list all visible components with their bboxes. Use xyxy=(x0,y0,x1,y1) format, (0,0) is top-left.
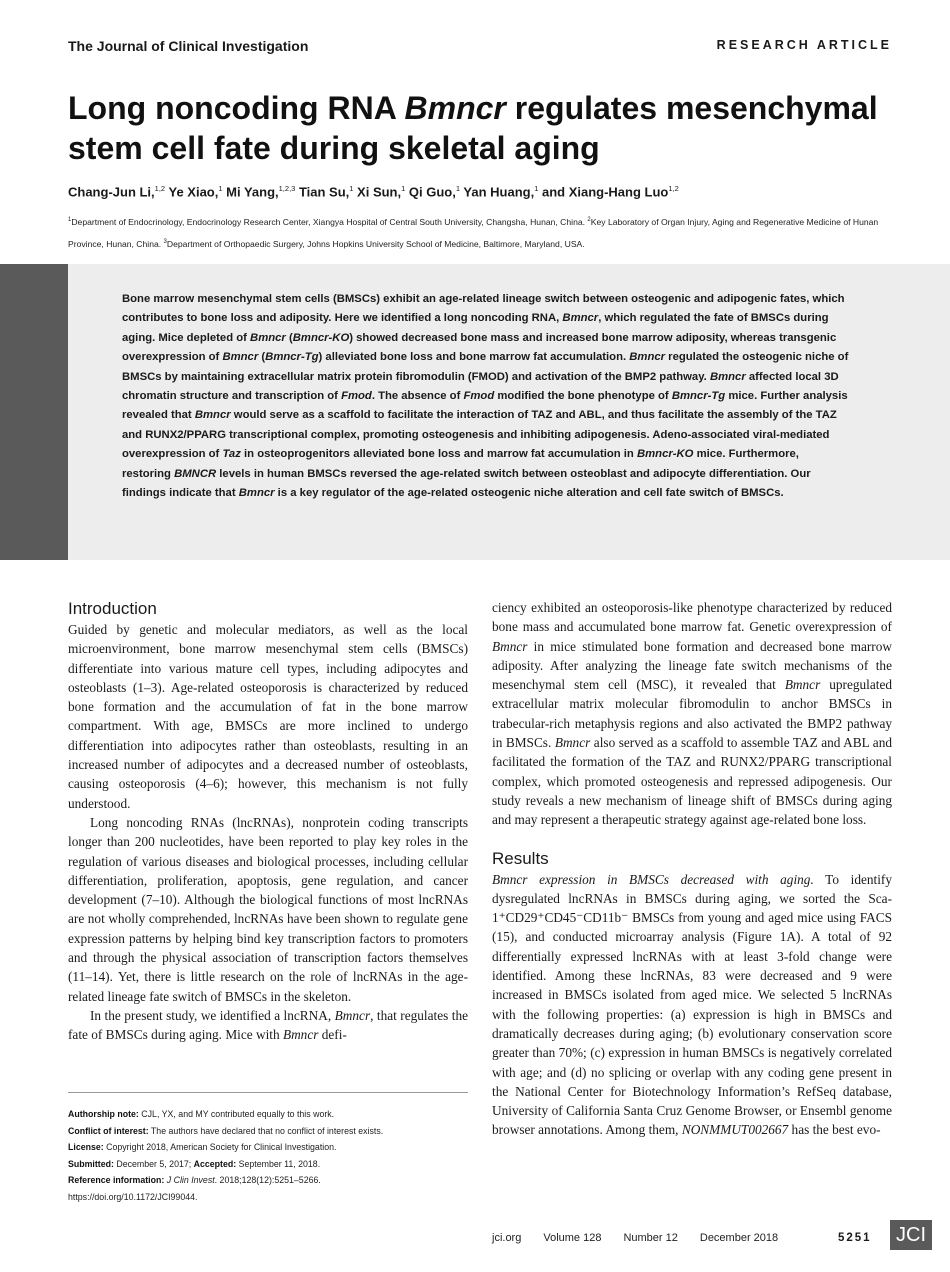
abstract-gene-name: Bmncr xyxy=(194,409,231,422)
text-run: In the present study, we identified a lncRNA, xyxy=(90,1007,335,1023)
abstract-gene-name: Bmncr-Tg xyxy=(265,351,319,364)
abstract-text-run: ) alleviated bone loss and bone marrow fat accumulation. xyxy=(318,351,630,364)
author-affiliation-marker: 1,2,3 xyxy=(278,184,296,193)
author-name: Yan Huang, xyxy=(460,184,535,200)
text-run: ciency exhibited an osteoporosis-like phenotype characterized by reduced bone mass and accumulated bone marrow fat. Genetic overexpression of xyxy=(492,600,892,635)
note-label: Authorship note: xyxy=(68,1109,139,1119)
note-reference xyxy=(68,1172,468,1189)
footer-number: Number 12 xyxy=(623,1232,678,1244)
affiliation-marker: 3 xyxy=(163,238,167,245)
text-run: upregulated extracellular matrix molecular fibromodulin to anchor BMSCs in trabecular-rich metaphysis regions and also activated the BMP2 pathway in BMSCs. xyxy=(492,677,892,751)
abstract-gene-name: Fmod xyxy=(341,390,372,403)
note-label: Conflict of interest: xyxy=(68,1125,149,1136)
author-name: Ye Xiao, xyxy=(165,184,219,200)
abstract-text-run: ( xyxy=(285,331,293,344)
text-run: To identify dysregulated lncRNAs in BMSCs during aging, we sorted the Sca-1⁺CD29⁺CD45⁻CD11b⁻ BMSCs from young and aged mice using FACS (15), and conducted microarray analysis (Figure 1A). A total of 92 differentially expressed lncRNAs with at least 3-fold change were identified. Among these lncRNAs, 83 were decreased and 9 were increased in BMSCs isolated from aged mice. We selected 5 lncRNAs with the following properties: (a) expression is high in BMSCs and dramatically decreases during aging; (b) evolutionary conservation score greater than 70%; (c) expression in human BMSCs is negatively correlated with age; and (d) no splicing or overlap with any coding gene present in the National Center for Biotechnology Information’s RefSeq database, University of California Santa Cruz Genome Browser, or Ensembl genome browser annotations. Among them, xyxy=(492,871,893,1138)
abstract-gene-name: Bmncr-Tg xyxy=(671,390,726,403)
intro-paragraph-1: Guided by genetic and molecular mediators, as well as the local microenvironment, bone marrow mesenchymal stem cells (BMSCs) differentiate into various mature cell types, including adipocytes and osteoblasts (1–3). Age-related osteoporosis is characterized by reduced bone formation and the accumulation of fat in the bone marrow compartment. With age, BMSCs are more inclined to undergo differentiation into adipocytes rather than osteoblasts, resulting in an increased number of adipocytes and a decreased number of osteoblasts, causing osteoporosis (4–6); however, this mechanism is not fully understood. xyxy=(68,622,468,811)
author-list xyxy=(68,184,908,199)
abstract-text-run: would serve as a scaffold to facilitate the interaction of TAZ and ABL, and thus facilitate the assembly of the TAZ and RUNX2/PPARG transcriptional complex, promoting osteogenesis and inhibiting adipogenesis. Adeno-associated viral-mediated overexpression of xyxy=(122,409,837,461)
author-name: Tian Su, xyxy=(295,184,350,200)
note-label: Accepted: xyxy=(193,1158,237,1169)
gene-name: Bmncr xyxy=(334,1007,371,1023)
note-text: September 11, 2018. xyxy=(236,1158,321,1169)
page-number: 5251 xyxy=(838,1232,872,1244)
affiliation-text: Department of Orthopaedic Surgery, Johns Hopkins University School of Medicine, Baltimore, Maryland, USA. xyxy=(166,238,585,249)
results-subheading: Bmncr expression in BMSCs decreased with aging. xyxy=(492,871,814,887)
author-affiliation-marker: 1 xyxy=(349,184,354,193)
abstract-gene-name: Bmncr-KO xyxy=(292,331,350,344)
title-gene: Bmncr xyxy=(404,90,506,126)
note-text: CJL, YX, and MY contributed equally to this work. xyxy=(138,1109,335,1119)
intro-paragraph-3 xyxy=(68,1006,468,1045)
affiliation-text: Department of Endocrinology, Endocrinology Research Center, Xiangya Hospital of Central South University, Changsha, Hunan, China. xyxy=(71,216,588,227)
author-name: Qi Guo, xyxy=(405,184,456,200)
abstract-text-run: ) showed decreased bone mass and increased bone marrow adiposity, whereas transgenic overexpression of xyxy=(122,331,837,364)
abstract-text-run: Bone marrow mesenchymal stem cells (BMSCs) exhibit an age-related lineage switch between osteogenic and adipogenic fates, which contributes to bone loss and adiposity. Here we identified a long noncoding RNA, xyxy=(122,293,845,325)
author-name: Chang-Jun Li, xyxy=(68,184,155,200)
footnote-divider xyxy=(68,1092,468,1093)
results-paragraph-1 xyxy=(492,870,892,1140)
note-label: License: xyxy=(68,1142,104,1152)
author-affiliation-marker: 1,2 xyxy=(154,184,166,193)
abstract-text-run: mice. Further analysis revealed that xyxy=(122,390,848,422)
note-label: Reference information: xyxy=(68,1175,165,1185)
text-run: , that regulates the fate of BMSCs during aging. Mice with xyxy=(68,1007,468,1043)
abstract-text-run: in osteoprogenitors alleviated bone loss and marrow fat accumulation in xyxy=(240,448,637,461)
note-conflict xyxy=(68,1123,468,1140)
abstract-text-run: affected local 3D chromatin structure and transcription of xyxy=(122,370,839,403)
section-gap xyxy=(492,830,892,848)
author-affiliation-marker: 1 xyxy=(401,184,406,193)
gene-name: NONMMUT002667 xyxy=(681,1122,789,1138)
journal-abbrev: J Clin Invest xyxy=(166,1175,215,1185)
footer-date: December 2018 xyxy=(699,1232,779,1244)
gene-name: Bmncr xyxy=(784,677,821,693)
note-label: Submitted: xyxy=(68,1158,114,1169)
author-affiliation-marker: 1 xyxy=(218,184,223,193)
abstract-text-run: is a key regulator of the age-related osteogenic niche alteration and cell fate switch of BMSCs. xyxy=(274,487,784,500)
article-title xyxy=(68,88,898,168)
affiliation-marker: 2 xyxy=(587,217,591,223)
gene-name: Bmncr xyxy=(492,638,528,654)
footer-volume: Volume 128 xyxy=(543,1232,602,1244)
abstract-gene-name: Bmncr xyxy=(709,370,746,383)
abstract-text-run: levels in human BMSCs reversed the age-related switch between osteoblast and adipocyte differentiation. Our findings indicate that xyxy=(122,467,811,500)
abstract-gene-name: Bmncr xyxy=(222,351,259,364)
abstract-text-run: , which regulated the fate of BMSCs during aging. Mice depleted of xyxy=(122,312,829,344)
gene-name: Bmncr xyxy=(554,735,591,751)
right-column xyxy=(492,598,892,1140)
abstract-gene-name: Bmncr xyxy=(562,312,599,325)
author-name: Mi Yang, xyxy=(222,184,279,200)
abstract-gene-name: Bmncr xyxy=(629,351,666,364)
introduction-heading: Introduction xyxy=(68,599,157,618)
abstract-gene-name: Bmncr xyxy=(238,487,275,500)
abstract-gene-name: Bmncr-KO xyxy=(636,448,694,461)
intro-paragraph-3-continued xyxy=(492,598,892,830)
text-run: in mice stimulated bone formation and decreased bone marrow adiposity. After analyzing the lineage fate switch mechanisms of the mesenchymal stem cell (MSC), it revealed that xyxy=(492,638,892,693)
author-name: and Xiang-Hang Luo xyxy=(538,184,669,200)
affiliation-marker: 1 xyxy=(68,217,72,223)
abstract-gene-name: Fmod xyxy=(463,390,495,403)
title-part-1: Long noncoding RNA xyxy=(68,90,405,126)
note-text: The authors have declared that no conflict of interest exists. xyxy=(148,1125,384,1136)
author-name: Xi Sun, xyxy=(353,184,402,200)
note-text: . 2018;128(12):5251–5266. xyxy=(214,1175,321,1185)
doi-link[interactable]: https://doi.org/10.1172/JCI99044. xyxy=(68,1191,198,1202)
abstract-side-bar xyxy=(0,264,68,560)
abstract-gene-name: Taz xyxy=(222,448,241,461)
abstract-gene-name: BMNCR xyxy=(174,467,217,480)
footer-site-link[interactable]: jci.org xyxy=(492,1232,522,1244)
affiliations xyxy=(68,210,913,254)
results-heading: Results xyxy=(492,848,549,868)
abstract-gene-name: Bmncr xyxy=(250,331,286,344)
abstract-text-run: modified the bone phenotype of xyxy=(494,390,672,403)
text-run: also served as a scaffold to assemble TAZ and ABL and facilitated the formation of the TAZ and RUNX2/PPARG transcriptional complex, which promoted osteogenesis and repressed adipogenesis. Our study reveals a new mechanism of lineage shift of BMSCs during aging and may represent a therapeutic strategy against age-related bone loss. xyxy=(492,735,892,828)
title-part-2: regulates mesenchymal stem cell fate during skeletal aging xyxy=(68,90,878,166)
note-text: December 5, 2017; xyxy=(113,1158,194,1169)
section-label: RESEARCH ARTICLE xyxy=(716,38,892,52)
note-text: Copyright 2018, American Society for Clinical Investigation. xyxy=(103,1142,337,1152)
article-notes xyxy=(68,1106,468,1205)
abstract-text xyxy=(122,290,850,503)
text-run: has the best evo- xyxy=(788,1122,881,1138)
left-column xyxy=(68,598,468,1045)
gene-name: Bmncr xyxy=(282,1027,319,1043)
author-affiliation-marker: 1 xyxy=(534,184,539,193)
abstract-text-run: ( xyxy=(258,351,266,364)
note-license xyxy=(68,1139,468,1156)
note-dates xyxy=(68,1156,468,1173)
note-authorship xyxy=(68,1106,468,1123)
intro-paragraph-2: Long noncoding RNAs (lncRNAs), nonprotein coding transcripts longer than 200 nucleotides, have been reported to play key roles in the regulation of various diseases and biological processes, including cellular differentiation, proliferation, apoptosis, gene regulation, and cancer development (7–10). Although the biological functions of most lncRNAs are not wholly comprehended, lncRNAs have been shown to regulate gene expression patterns by helping bind key transcription factors to promoters and through the physical association of transcription factors themselves (11–14). Yet, there is little research on the role of lncRNAs in the age-related lineage fate switch of BMSCs in the skeleton. xyxy=(68,814,468,1004)
journal-name: The Journal of Clinical Investigation xyxy=(68,38,309,54)
page-footer xyxy=(492,1232,800,1244)
abstract-text-run: . The absence of xyxy=(371,390,464,403)
abstract-text-run: regulated the osteogenic niche of BMSCs by maintaining extracellular matrix protein fibromodulin (FMOD) and activation of the BMP2 pathway. xyxy=(122,351,849,383)
abstract-text-run: mice. Furthermore, restoring xyxy=(122,448,799,480)
jci-logo: JCI xyxy=(890,1220,932,1250)
author-affiliation-marker: 1,2 xyxy=(668,184,679,193)
author-affiliation-marker: 1 xyxy=(455,184,461,193)
text-run: defi- xyxy=(318,1027,347,1043)
affiliation-text: Key Laboratory of Organ Injury, Aging and Regenerative Medicine of Hunan Province, Hunan, China. xyxy=(68,216,879,249)
